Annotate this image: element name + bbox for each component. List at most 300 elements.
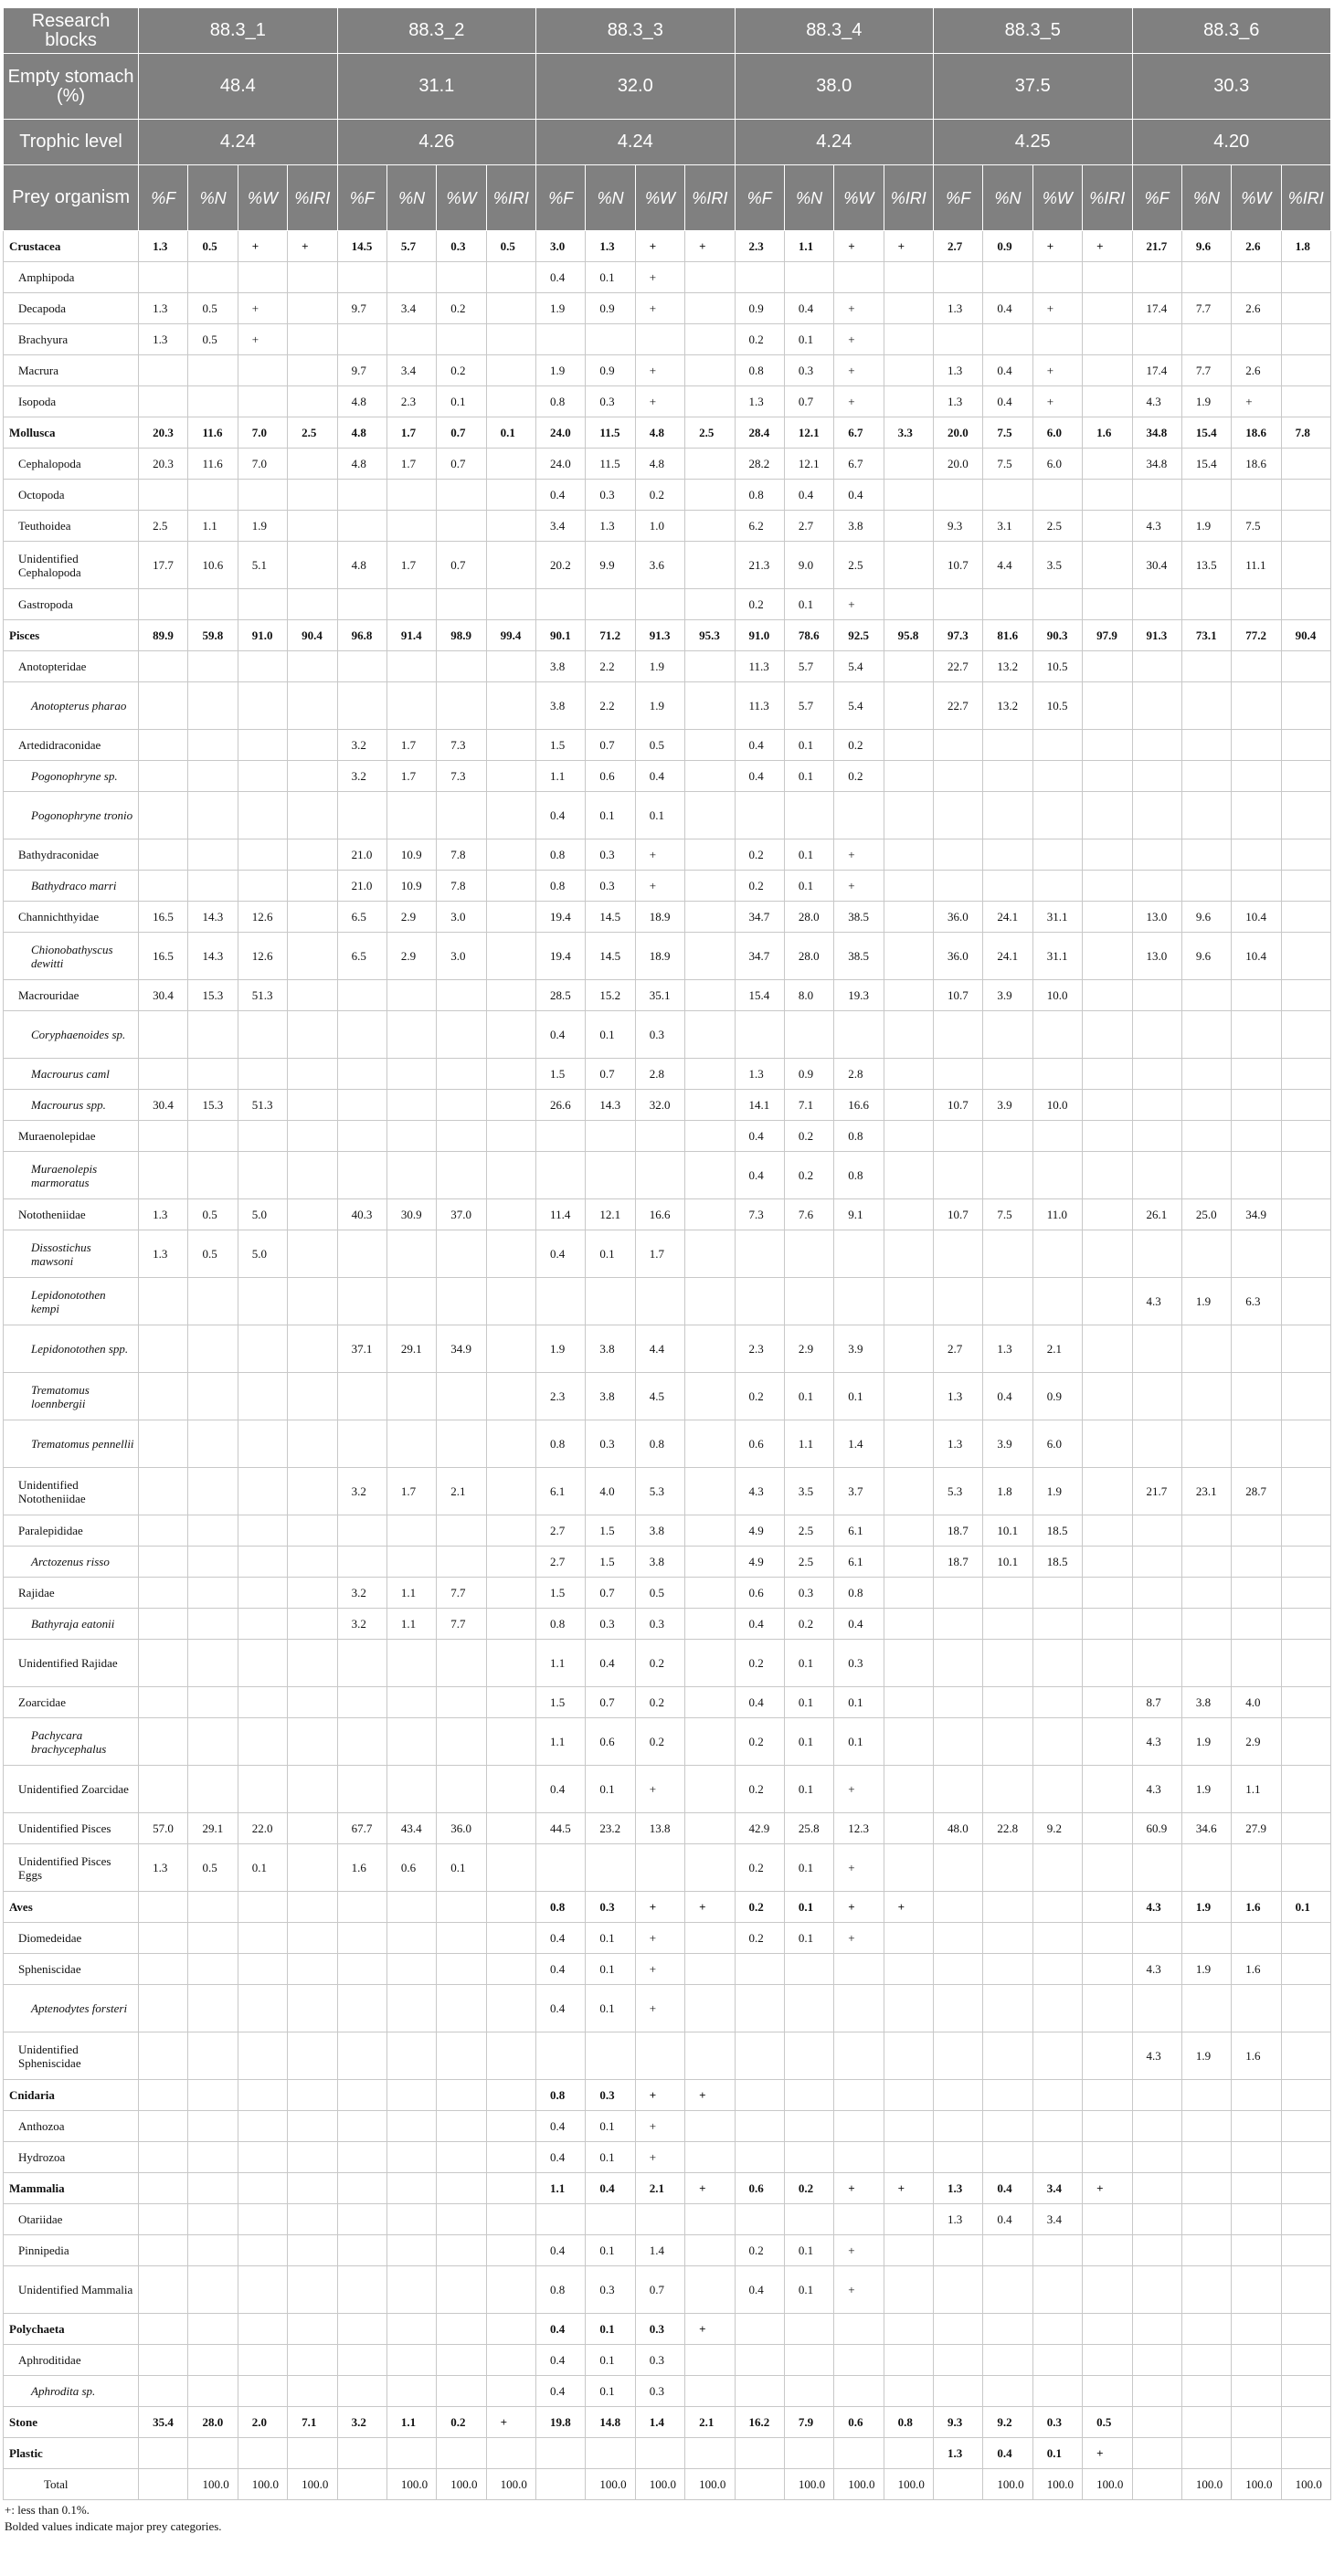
table-cell: + [635, 1985, 684, 2032]
table-cell: 0.5 [1083, 2407, 1132, 2438]
table-cell: 2.0 [238, 2407, 287, 2438]
table-cell [1181, 651, 1231, 682]
table-row [4, 682, 1331, 730]
table-cell: 10.7 [934, 980, 983, 1011]
prey-organism-name: Aptenodytes forsteri [4, 1985, 139, 2032]
table-cell [386, 1230, 436, 1278]
table-cell [437, 1687, 486, 1718]
table-cell [139, 839, 188, 871]
table-cell [486, 1059, 535, 1090]
table-cell: 21.7 [1132, 1468, 1181, 1515]
table-cell: 1.9 [536, 293, 586, 324]
table-cell: 4.3 [1132, 1892, 1181, 1923]
table-cell: 1.3 [934, 2204, 983, 2235]
table-cell [1181, 1609, 1231, 1640]
table-cell: + [238, 231, 287, 262]
prey-organism-name: Polychaeta [4, 2314, 139, 2345]
table-cell [437, 262, 486, 293]
table-cell: 0.1 [486, 417, 535, 449]
table-cell [437, 2438, 486, 2469]
table-cell [238, 730, 287, 761]
table-cell: 0.3 [784, 355, 833, 386]
table-cell: 90.4 [288, 620, 337, 651]
major-category-row [4, 2407, 1331, 2438]
table-cell: 2.5 [784, 1547, 833, 1578]
table-cell: 24.0 [536, 449, 586, 480]
table-cell [1232, 324, 1281, 355]
table-cell [238, 1420, 287, 1468]
table-cell [238, 2438, 287, 2469]
header-row-blocks [4, 8, 1331, 54]
table-cell [139, 355, 188, 386]
table-cell [486, 1121, 535, 1152]
table-cell [486, 839, 535, 871]
prey-organism-name: Muraenolepis marmoratus [4, 1152, 139, 1199]
table-cell [1181, 262, 1231, 293]
table-cell [1083, 1640, 1132, 1687]
table-cell: 0.4 [586, 2173, 635, 2204]
table-cell [983, 2345, 1032, 2376]
table-cell [586, 1121, 635, 1152]
table-cell [386, 2204, 436, 2235]
table-cell [1281, 1640, 1330, 1687]
table-cell: 4.8 [337, 417, 386, 449]
prey-organism-name: Unidentified Nototheniidae [4, 1468, 139, 1515]
table-cell [685, 651, 735, 682]
table-cell [1181, 1578, 1231, 1609]
table-cell [934, 1985, 983, 2032]
table-cell [386, 2266, 436, 2314]
major-category-row [4, 2438, 1331, 2469]
table-cell [437, 511, 486, 542]
table-row [4, 871, 1331, 902]
table-cell: 15.3 [188, 1090, 238, 1121]
table-cell: 6.5 [337, 902, 386, 933]
table-cell: 0.8 [536, 839, 586, 871]
table-cell [238, 1011, 287, 1059]
table-cell [288, 730, 337, 761]
table-cell [337, 980, 386, 1011]
table-cell [486, 1278, 535, 1325]
table-cell: 0.7 [586, 730, 635, 761]
table-cell: 18.5 [1032, 1547, 1082, 1578]
table-cell [1083, 1844, 1132, 1892]
table-cell: + [486, 2407, 535, 2438]
table-cell [983, 730, 1032, 761]
metric-header: %F [536, 165, 586, 231]
table-cell [437, 2314, 486, 2345]
table-cell: + [635, 1892, 684, 1923]
table-cell: 0.2 [735, 839, 784, 871]
table-cell [1083, 1766, 1132, 1813]
table-cell [139, 480, 188, 511]
table-cell [1181, 1547, 1231, 1578]
table-cell: 100.0 [1032, 2469, 1082, 2500]
table-cell [685, 682, 735, 730]
table-cell [685, 933, 735, 980]
table-cell: 0.1 [784, 730, 833, 761]
table-cell: 0.3 [586, 2266, 635, 2314]
table-cell: 17.4 [1132, 355, 1181, 386]
table-cell: 1.9 [1032, 1468, 1082, 1515]
table-cell [139, 2235, 188, 2266]
table-cell: 9.7 [337, 293, 386, 324]
table-cell [288, 933, 337, 980]
table-cell: 6.1 [834, 1547, 884, 1578]
table-cell [486, 293, 535, 324]
table-cell: 3.2 [337, 730, 386, 761]
table-cell [486, 682, 535, 730]
table-cell [337, 1090, 386, 1121]
table-cell: 0.1 [437, 1844, 486, 1892]
table-row [4, 1199, 1331, 1230]
table-cell [188, 1766, 238, 1813]
table-cell [1083, 1325, 1132, 1373]
table-cell [437, 2111, 486, 2142]
table-cell [685, 1059, 735, 1090]
table-cell [1281, 1985, 1330, 2032]
table-cell: 0.1 [586, 792, 635, 839]
table-cell: 34.8 [1132, 417, 1181, 449]
table-cell [1132, 1011, 1181, 1059]
table-cell [934, 871, 983, 902]
table-cell: 12.3 [834, 1813, 884, 1844]
table-cell: 1.1 [536, 2173, 586, 2204]
table-cell [1181, 1373, 1231, 1420]
table-cell: 6.0 [1032, 449, 1082, 480]
table-row [4, 980, 1331, 1011]
table-cell [1132, 324, 1181, 355]
table-cell: 100.0 [188, 2469, 238, 2500]
table-cell [139, 1468, 188, 1515]
table-cell [983, 1923, 1032, 1954]
table-cell [337, 2080, 386, 2111]
table-cell [1181, 1844, 1231, 1892]
table-cell: 0.4 [834, 480, 884, 511]
table-cell [238, 1640, 287, 1687]
table-cell: 95.3 [685, 620, 735, 651]
table-cell [1032, 2080, 1082, 2111]
metric-header: %IRI [1281, 165, 1330, 231]
table-row [4, 2345, 1331, 2376]
table-cell: 0.1 [784, 1892, 833, 1923]
table-cell [386, 1121, 436, 1152]
table-row [4, 511, 1331, 542]
block-name: 88.3_6 [1132, 8, 1331, 54]
table-cell: 0.4 [735, 1687, 784, 1718]
table-cell [486, 386, 535, 417]
table-cell [139, 1420, 188, 1468]
table-row [4, 1844, 1331, 1892]
table-cell [1132, 1152, 1181, 1199]
table-cell [1083, 1718, 1132, 1766]
table-cell [437, 2173, 486, 2204]
table-cell: 9.2 [983, 2407, 1032, 2438]
table-cell: 0.1 [586, 2235, 635, 2266]
table-cell [1232, 2142, 1281, 2173]
table-row [4, 902, 1331, 933]
table-cell: + [635, 262, 684, 293]
table-cell: 7.3 [437, 761, 486, 792]
table-cell [685, 511, 735, 542]
table-cell [1083, 2235, 1132, 2266]
table-cell: 3.2 [337, 2407, 386, 2438]
table-cell: 1.0 [635, 511, 684, 542]
table-cell [437, 1090, 486, 1121]
table-cell [1181, 1090, 1231, 1121]
table-cell: + [635, 293, 684, 324]
table-cell [1232, 1985, 1281, 2032]
table-cell: 0.2 [784, 1121, 833, 1152]
table-cell [1232, 1578, 1281, 1609]
prey-organism-name: Aves [4, 1892, 139, 1923]
table-cell: 18.6 [1232, 449, 1281, 480]
table-cell: 23.1 [1181, 1468, 1231, 1515]
table-cell [884, 1468, 933, 1515]
table-cell [586, 1278, 635, 1325]
table-cell: 1.7 [635, 1230, 684, 1278]
table-cell [288, 1892, 337, 1923]
table-cell [1083, 2080, 1132, 2111]
table-cell [884, 902, 933, 933]
table-cell: 14.5 [337, 231, 386, 262]
table-cell [386, 1278, 436, 1325]
table-cell: 1.3 [586, 511, 635, 542]
table-cell: 100.0 [884, 2469, 933, 2500]
table-cell [983, 2111, 1032, 2142]
table-cell [1083, 589, 1132, 620]
table-cell: 14.3 [188, 902, 238, 933]
table-cell [1032, 480, 1082, 511]
table-cell [1281, 2173, 1330, 2204]
table-cell [1181, 2407, 1231, 2438]
table-cell [1181, 2235, 1231, 2266]
table-cell [139, 1059, 188, 1090]
table-cell: 15.2 [586, 980, 635, 1011]
table-cell [1232, 792, 1281, 839]
table-cell: 48.0 [934, 1813, 983, 1844]
table-cell [1281, 2438, 1330, 2469]
table-cell: 20.3 [139, 417, 188, 449]
table-cell: 0.8 [536, 2080, 586, 2111]
table-cell [934, 2345, 983, 2376]
table-cell [983, 589, 1032, 620]
table-cell: 3.8 [635, 1515, 684, 1547]
table-cell: 31.1 [1032, 902, 1082, 933]
table-cell [934, 1278, 983, 1325]
table-cell [1032, 2032, 1082, 2080]
table-cell [1083, 651, 1132, 682]
table-cell [486, 792, 535, 839]
table-cell: 11.1 [1232, 542, 1281, 589]
table-cell: 0.8 [536, 1609, 586, 1640]
table-cell [486, 1844, 535, 1892]
table-cell: 0.3 [784, 1578, 833, 1609]
table-cell [1083, 1985, 1132, 2032]
table-cell [784, 1278, 833, 1325]
table-cell [139, 2438, 188, 2469]
table-cell: 3.9 [983, 980, 1032, 1011]
table-cell [386, 1640, 436, 1687]
table-cell: 2.5 [1032, 511, 1082, 542]
block-name: 88.3_3 [536, 8, 735, 54]
header-label-trophic-level: Trophic level [4, 120, 139, 165]
table-cell [884, 1199, 933, 1230]
table-cell: 0.8 [536, 1420, 586, 1468]
table-cell [486, 2204, 535, 2235]
table-cell [784, 2032, 833, 2080]
table-cell: 34.6 [1181, 1813, 1231, 1844]
table-row [4, 1278, 1331, 1325]
table-cell [337, 1923, 386, 1954]
table-cell: 1.9 [1181, 1278, 1231, 1325]
table-cell [1281, 1420, 1330, 1468]
table-cell: 1.4 [635, 2235, 684, 2266]
table-cell: 2.1 [437, 1468, 486, 1515]
table-cell: 1.1 [386, 2407, 436, 2438]
table-cell: 14.8 [586, 2407, 635, 2438]
table-cell: 2.7 [934, 231, 983, 262]
trophic-level-value: 4.20 [1132, 120, 1331, 165]
table-cell: 0.2 [735, 1718, 784, 1766]
table-cell [1232, 2235, 1281, 2266]
table-cell: 1.3 [934, 355, 983, 386]
table-cell [238, 792, 287, 839]
table-cell: 3.1 [983, 511, 1032, 542]
table-cell: 2.6 [1232, 293, 1281, 324]
table-cell [1032, 1954, 1082, 1985]
table-cell [884, 2376, 933, 2407]
table-cell [238, 1515, 287, 1547]
table-cell: 98.9 [437, 620, 486, 651]
table-cell [386, 2173, 436, 2204]
table-cell [1083, 1923, 1132, 1954]
table-cell [188, 2032, 238, 2080]
table-cell: 2.5 [139, 511, 188, 542]
table-cell [635, 1152, 684, 1199]
table-cell: 4.0 [586, 1468, 635, 1515]
table-cell [238, 2376, 287, 2407]
table-cell [1083, 1278, 1132, 1325]
header-label-prey-organism: Prey organism [4, 165, 139, 231]
table-cell [635, 2438, 684, 2469]
table-cell: + [834, 324, 884, 355]
empty-stomach-value: 38.0 [735, 54, 933, 120]
prey-organism-name: Dissostichus mawsoni [4, 1230, 139, 1278]
table-row [4, 293, 1331, 324]
table-cell [486, 1954, 535, 1985]
table-cell [139, 1515, 188, 1547]
table-cell: 2.9 [386, 933, 436, 980]
table-cell [139, 871, 188, 902]
table-cell [437, 1985, 486, 2032]
table-cell: 9.6 [1181, 902, 1231, 933]
table-cell [685, 730, 735, 761]
table-cell [1132, 1985, 1181, 2032]
table-cell: 44.5 [536, 1813, 586, 1844]
table-cell: 1.6 [1232, 1954, 1281, 1985]
table-cell [784, 2204, 833, 2235]
table-cell [386, 980, 436, 1011]
table-cell [386, 1985, 436, 2032]
table-cell: 7.5 [983, 449, 1032, 480]
table-cell: 6.1 [536, 1468, 586, 1515]
metric-header: %F [934, 165, 983, 231]
table-cell: 11.3 [735, 651, 784, 682]
table-cell [884, 651, 933, 682]
table-row [4, 1515, 1331, 1547]
table-cell [188, 589, 238, 620]
table-cell: 6.3 [1232, 1278, 1281, 1325]
table-cell [1132, 1121, 1181, 1152]
table-cell: 4.4 [635, 1325, 684, 1373]
metric-header: %N [386, 165, 436, 231]
table-cell [337, 1640, 386, 1687]
table-cell [1181, 1011, 1231, 1059]
table-cell: 0.2 [437, 355, 486, 386]
table-cell [188, 2438, 238, 2469]
table-cell: 3.8 [586, 1373, 635, 1420]
table-row [4, 651, 1331, 682]
metric-header: %F [735, 165, 784, 231]
table-row [4, 1813, 1331, 1844]
prey-organism-name: Mollusca [4, 417, 139, 449]
table-cell: 0.4 [635, 761, 684, 792]
table-cell: 0.1 [586, 1011, 635, 1059]
metric-header: %N [784, 165, 833, 231]
table-cell [983, 2376, 1032, 2407]
table-cell [1083, 1059, 1132, 1090]
prey-organism-name: Trematomus loennbergii [4, 1373, 139, 1420]
table-cell [685, 1609, 735, 1640]
table-cell: 0.3 [586, 2080, 635, 2111]
prey-organism-name: Muraenolepidae [4, 1121, 139, 1152]
table-cell: 10.5 [1032, 682, 1082, 730]
table-row [4, 2266, 1331, 2314]
table-row [4, 1640, 1331, 1687]
table-cell: 0.2 [635, 1640, 684, 1687]
prey-organism-name: Arctozenus risso [4, 1547, 139, 1578]
table-cell: + [1032, 386, 1082, 417]
table-cell [1281, 2376, 1330, 2407]
table-cell [586, 1844, 635, 1892]
table-cell [1032, 1609, 1082, 1640]
table-cell: 0.2 [735, 1923, 784, 1954]
table-cell [1132, 1923, 1181, 1954]
table-cell [1281, 2080, 1330, 2111]
table-cell: 1.6 [1083, 417, 1132, 449]
header-row-empty-stomach [4, 54, 1331, 120]
table-cell: 28.0 [188, 2407, 238, 2438]
table-cell: 7.8 [1281, 417, 1330, 449]
metric-header: %N [188, 165, 238, 231]
table-cell: 0.5 [486, 231, 535, 262]
table-cell: 3.9 [983, 1090, 1032, 1121]
table-cell: 10.6 [188, 542, 238, 589]
table-cell [735, 2469, 784, 2500]
table-cell [1281, 839, 1330, 871]
table-cell: 0.8 [536, 1892, 586, 1923]
table-cell: 1.3 [934, 2173, 983, 2204]
table-cell: 2.3 [386, 386, 436, 417]
table-cell: + [834, 1892, 884, 1923]
table-cell: 5.4 [834, 682, 884, 730]
table-cell [735, 2314, 784, 2345]
table-cell [1083, 1687, 1132, 1718]
table-cell: 20.3 [139, 449, 188, 480]
table-cell [1083, 1420, 1132, 1468]
table-cell: 12.6 [238, 933, 287, 980]
